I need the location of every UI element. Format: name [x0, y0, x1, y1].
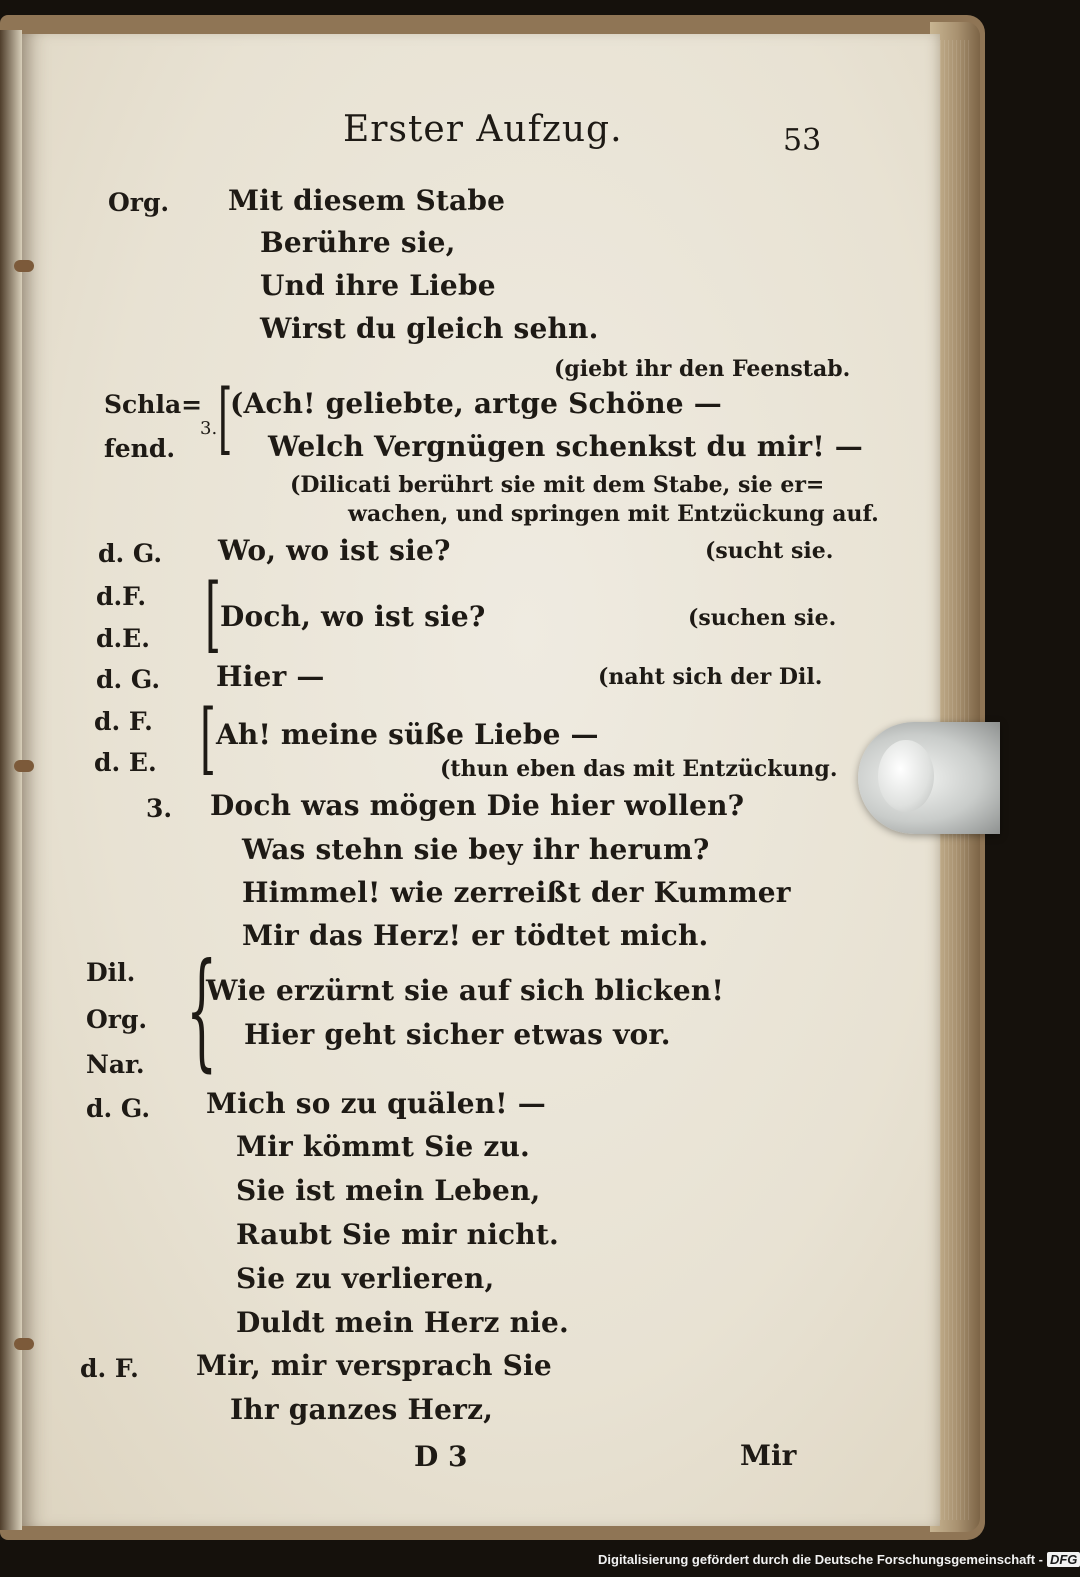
stage-direction: wachen, und springen mit Entzückung auf.: [348, 501, 879, 527]
verse-line: Mich so zu quälen! —: [206, 1087, 546, 1120]
verse-line: Himmel! wie zerreißt der Kummer: [242, 876, 791, 909]
speaker-label: Nar.: [86, 1050, 145, 1079]
verse-line: Mit diesem Stabe: [228, 184, 506, 217]
speaker-label: d. F.: [80, 1354, 139, 1383]
speaker-label: d. E.: [94, 748, 157, 777]
bracket-mark: [: [205, 567, 221, 662]
dfg-logo: DFG: [1047, 1552, 1080, 1567]
speaker-label: d. G.: [96, 665, 161, 694]
verse-line: Wirst du gleich sehn.: [260, 312, 599, 345]
verse-line: Wo, wo ist sie?: [218, 534, 451, 567]
speaker-label: 3.: [146, 794, 173, 823]
speaker-label: d. G.: [98, 539, 163, 568]
verse-line: Sie ist mein Leben,: [236, 1174, 541, 1207]
digitization-footer: [598, 1552, 1080, 1567]
verse-line: Duldt mein Herz nie.: [236, 1306, 569, 1339]
verse-line: (Ach! geliebte, artge Schöne —: [230, 387, 722, 420]
binding-thread: [14, 1338, 34, 1350]
verse-line: Berühre sie,: [260, 226, 456, 259]
stage-direction: (Dilicati berührt sie mit dem Stabe, sie er=: [290, 472, 825, 498]
speaker-label: Schla=: [104, 390, 203, 419]
verse-line: Hier geht sicher etwas vor.: [244, 1018, 671, 1051]
brace-number: 3.: [200, 418, 218, 439]
verse-line: Welch Vergnügen schenkst du mir! —: [268, 430, 864, 463]
verse-line: Doch, wo ist sie?: [220, 600, 486, 633]
stage-direction: (suchen sie.: [688, 605, 837, 631]
speaker-label: d.F.: [96, 582, 147, 611]
stage-direction: (sucht sie.: [705, 538, 834, 564]
verse-line: Raubt Sie mir nicht.: [236, 1218, 559, 1251]
gutter-previous-page: [0, 30, 22, 1530]
bracket-mark: [: [218, 373, 233, 464]
bracket-mark: [: [200, 693, 216, 784]
signature-mark: D 3: [414, 1440, 468, 1473]
footer-text: Digitalisierung gefördert durch die Deutsche Forschungsgemeinschaft -: [598, 1552, 1043, 1567]
verse-line: Mir, mir versprach Sie: [196, 1349, 552, 1382]
running-head: Erster Aufzug.: [343, 109, 623, 150]
stage-direction: (giebt ihr den Feenstab.: [554, 356, 851, 382]
speaker-label: Org.: [86, 1005, 148, 1034]
catchword: Mir: [740, 1439, 797, 1472]
bookmark-clip-highlight: [878, 740, 934, 812]
speaker-label: fend.: [104, 434, 176, 463]
stage-direction: (naht sich der Dil.: [598, 664, 823, 690]
speaker-label: Dil.: [86, 958, 136, 987]
stage-direction: (thun eben das mit Entzückung.: [440, 756, 838, 782]
verse-line: Mir kömmt Sie zu.: [236, 1130, 530, 1163]
verse-line: Und ihre Liebe: [260, 269, 496, 302]
verse-line: Was stehn sie bey ihr herum?: [242, 833, 710, 866]
verse-line: Sie zu verlieren,: [236, 1262, 495, 1295]
brace-mark: {: [186, 937, 218, 1085]
binding-thread: [14, 760, 34, 772]
binding-thread: [14, 260, 34, 272]
verse-line: Ihr ganzes Herz,: [230, 1393, 494, 1426]
speaker-label: d.E.: [96, 624, 150, 653]
speaker-label: d. F.: [94, 707, 153, 736]
page-number: 53: [783, 123, 822, 158]
speaker-label: d. G.: [86, 1094, 151, 1123]
verse-line: Mir das Herz! er tödtet mich.: [242, 919, 709, 952]
verse-line: Hier —: [216, 660, 325, 693]
verse-line: Wie erzürnt sie auf sich blicken!: [206, 974, 724, 1007]
verse-line: Doch was mögen Die hier wollen?: [210, 789, 745, 822]
verse-line: Ah! meine süße Liebe —: [216, 718, 599, 751]
speaker-label: Org.: [108, 188, 170, 217]
